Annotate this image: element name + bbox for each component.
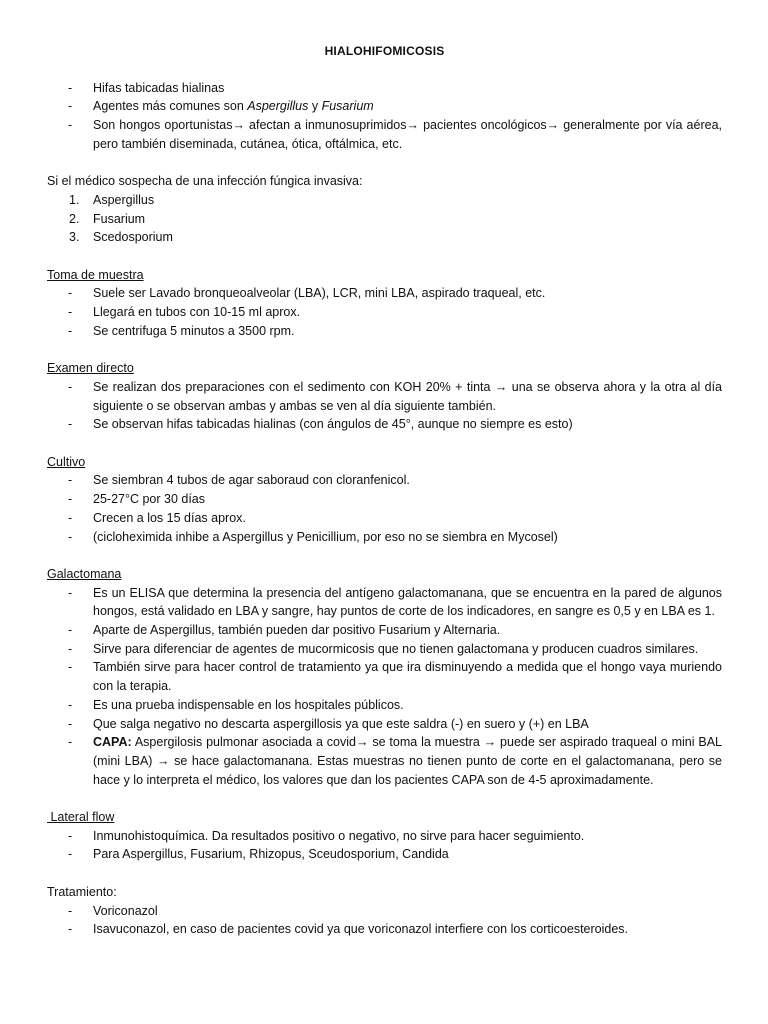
tratamiento-heading: Tratamiento: — [47, 884, 117, 899]
item-text-pre: Agentes más comunes son — [93, 99, 248, 114]
item-text: Crecen a los 15 días aprox. — [93, 510, 246, 525]
bullet-dash: - — [68, 473, 73, 488]
list-item — [47, 490, 722, 509]
document-page — [47, 42, 722, 958]
bullet-dash: - — [68, 286, 73, 301]
item-text: 25-27°C por 30 días — [93, 492, 206, 507]
bullet-dash: - — [68, 305, 73, 320]
item-text: Es una prueba indispensable en los hospitales públicos. — [93, 697, 404, 712]
suspicion-section — [47, 172, 722, 247]
bullet-dash: - — [68, 118, 73, 133]
list-item — [47, 658, 722, 695]
examen-section — [47, 359, 722, 434]
lateral-section — [47, 808, 722, 864]
item-text: Voriconazol — [93, 903, 158, 918]
list-item — [47, 584, 722, 621]
cultivo-section — [47, 453, 722, 547]
list-item — [47, 471, 722, 490]
cultivo-heading: Cultivo — [47, 454, 86, 469]
item-text: Es un ELISA que determina la presencia del antígeno galactomanana, que se encuentra en la pared de algunos hongos, está validado en LBA y sangre, hay puntos de corte de los indicadores, en sangre es 0,5 y en LBA es 1. — [93, 585, 722, 619]
list-item — [47, 621, 722, 640]
list-item — [47, 191, 722, 210]
item-text: Hifas tabicadas hialinas — [93, 80, 225, 95]
examen-list — [47, 378, 722, 434]
bullet-dash: - — [68, 80, 73, 95]
bullet-dash: - — [68, 735, 73, 750]
toma-list — [47, 284, 722, 340]
list-item — [47, 116, 722, 153]
bullet-dash: - — [68, 623, 73, 638]
bullet-dash: - — [68, 585, 73, 600]
list-item — [47, 284, 722, 303]
item-text: Se observan hifas tabicadas hialinas (con ángulos de 45°, aunque no siempre es esto) — [93, 417, 573, 432]
list-item — [47, 827, 722, 846]
list-item — [47, 696, 722, 715]
item-text-mid: y — [308, 99, 322, 114]
item-text: Llegará en tubos con 10-15 ml aprox. — [93, 305, 301, 320]
list-item — [47, 210, 722, 229]
bullet-dash: - — [68, 417, 73, 432]
galacto-section — [47, 565, 722, 789]
cultivo-list — [47, 471, 722, 546]
bullet-dash: - — [68, 529, 73, 544]
document-title: HIALOHIFOMICOSIS — [324, 44, 445, 58]
item-text: Sirve para diferenciar de agentes de mucormicosis que no tienen galactomana y producen cuadros similares. — [93, 641, 699, 656]
item-emphasis-fusarium: Fusarium — [321, 99, 374, 114]
toma-section — [47, 266, 722, 341]
item-number: 3. — [69, 230, 80, 245]
item-text: Isavuconazol, en caso de pacientes covid ya que voriconazol interfiere con los corticoesteroides. — [93, 922, 629, 937]
item-text: Son hongos oportunistas→ afectan a inmunosuprimidos→ pacientes oncológicos→ generalmente por vía aérea, pero también diseminada, cutánea, ótica, oftálmica, etc. — [93, 118, 722, 151]
suspicion-list — [47, 191, 722, 247]
toma-heading: Toma de muestra — [47, 267, 144, 282]
item-number: 1. — [69, 192, 80, 207]
bullet-dash: - — [68, 847, 73, 862]
item-text: Fusarium — [93, 211, 146, 226]
list-item — [47, 509, 722, 528]
list-item — [47, 715, 722, 734]
galacto-heading: Galactomana — [47, 566, 122, 581]
suspicion-heading: Si el médico sospecha de una infección fúngica invasiva: — [47, 174, 363, 189]
list-item — [47, 378, 722, 415]
list-item — [47, 322, 722, 341]
bullet-dash: - — [68, 510, 73, 525]
bullet-dash: - — [68, 379, 73, 394]
bullet-dash: - — [68, 492, 73, 507]
item-text: Aspergillus — [93, 192, 155, 207]
capa-label: CAPA: — [93, 735, 132, 750]
intro-list — [47, 79, 722, 154]
item-text: Se centrifuga 5 minutos a 3500 rpm. — [93, 323, 295, 338]
lateral-list — [47, 827, 722, 864]
item-text: Se siembran 4 tubos de agar saboraud con cloranfenicol. — [93, 473, 410, 488]
bullet-dash: - — [68, 99, 73, 114]
item-text: Que salga negativo no descarta aspergillosis ya que este saldra (-) en suero y (+) en LBA — [93, 716, 589, 731]
list-item — [47, 733, 722, 789]
item-text: Aspergilosis pulmonar asociada a covid→ se toma la muestra → puede ser aspirado traqueal o mini BAL (mini LBA) → se hace galactomanana. Estas muestras no tienen punto de corte en el galactomanana, pero se hace y lo interpreta el médico, los valores que dan los pacientes CAPA son de 4-5 aproximadamente. — [93, 735, 722, 787]
list-item — [47, 79, 722, 98]
list-item — [47, 920, 722, 939]
lateral-heading: Lateral flow — [47, 810, 115, 825]
list-item — [47, 415, 722, 434]
intro-section — [47, 79, 722, 154]
list-item — [47, 640, 722, 659]
item-text: Inmunohistoquímica. Da resultados positivo o negativo, no sirve para hacer seguimiento. — [93, 828, 585, 843]
list-item — [47, 228, 722, 247]
list-item — [47, 528, 722, 547]
bullet-dash: - — [68, 323, 73, 338]
item-text: Para Aspergillus, Fusarium, Rhizopus, Sceudosporium, Candida — [93, 847, 449, 862]
item-text: Scedosporium — [93, 230, 173, 245]
bullet-dash: - — [68, 828, 73, 843]
examen-heading: Examen directo — [47, 361, 134, 376]
item-text: Aparte de Aspergillus, también pueden dar positivo Fusarium y Alternaria. — [93, 623, 501, 638]
list-item — [47, 902, 722, 921]
item-text: Suele ser Lavado bronqueoalveolar (LBA), LCR, mini LBA, aspirado traqueal, etc. — [93, 286, 546, 301]
tratamiento-list — [47, 902, 722, 939]
item-text: Se realizan dos preparaciones con el sedimento con KOH 20% + tinta → una se observa ahora y la otra al día siguiente o se observan ambas y ambas se ven al día siguiente también. — [93, 379, 722, 413]
bullet-dash: - — [68, 903, 73, 918]
list-item — [47, 97, 722, 116]
galacto-list — [47, 584, 722, 790]
bullet-dash: - — [68, 660, 73, 675]
bullet-dash: - — [68, 922, 73, 937]
bullet-dash: - — [68, 641, 73, 656]
list-item — [47, 303, 722, 322]
item-number: 2. — [69, 211, 80, 226]
tratamiento-section — [47, 883, 722, 939]
item-text: (cicloheximida inhibe a Aspergillus y Penicillium, por eso no se siembra en Mycosel) — [93, 529, 558, 544]
item-emphasis-aspergillus: Aspergillus — [247, 99, 309, 114]
item-text: También sirve para hacer control de tratamiento ya que ira disminuyendo a medida que el hongo vaya muriendo con la terapia. — [93, 660, 722, 694]
list-item — [47, 845, 722, 864]
bullet-dash: - — [68, 716, 73, 731]
bullet-dash: - — [68, 697, 73, 712]
